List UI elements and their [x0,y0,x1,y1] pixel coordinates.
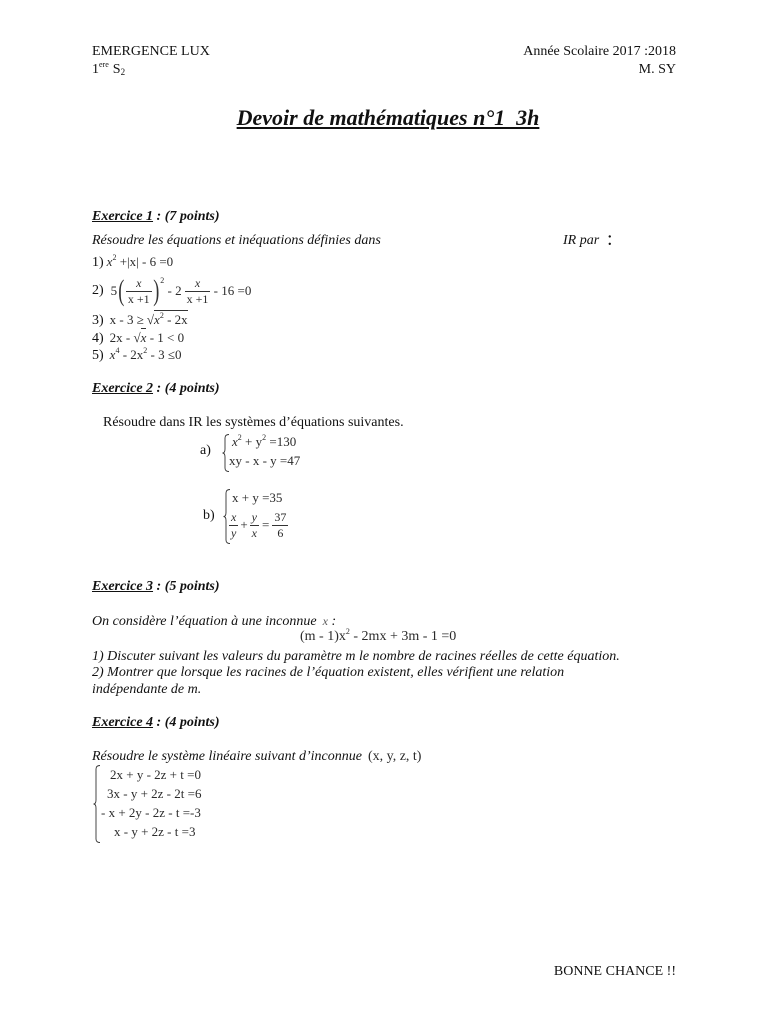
equation-1-expression [107,254,173,269]
equation-2-fraction-1 [126,277,152,306]
system-a-line-2 [229,453,300,470]
inequation-5-term-a: x [109,347,116,362]
plus-sign: + [240,517,248,532]
exercise3-intro [92,613,336,630]
inequation-3 [92,312,188,329]
exercise1-colon: : [607,228,613,250]
equation-2-right-paren: ) [152,273,159,308]
square-root-icon: √ [133,330,141,345]
inequation-4-expression [110,330,184,345]
class-number: 1 [92,62,99,77]
fraction-numerator: 37 [274,509,287,524]
exercise3-intro-text: On considère l’équation à une inconnue [92,614,317,629]
equation-term-b: - 2mx + 3m - 1 =0 [349,629,457,644]
fraction-numerator: x [185,277,211,292]
system-4-line-2-expression: 3x - y + 2z - 2t =6 [107,786,202,801]
system-4-line-4-expression: x - y + 2z - t =3 [114,824,196,839]
exercise2-title: Exercice 2 [92,381,154,396]
inequation-3-lhs: x - 3 ≥ [109,312,144,327]
exercise2-instruction: Résoudre dans IR les systèmes d’équations suivantes. [103,415,404,430]
inequation-3-expression [110,312,188,327]
fraction-denominator: y [231,525,237,540]
system-4-line-3-expression: - x + 2y - 2z - t =-3 [101,805,201,820]
fraction-37-over-6 [272,511,288,540]
exercise4-intro [92,749,421,765]
term-x: x [232,434,238,449]
school-name: EMERGENCE LUX [92,44,210,59]
exam-title: Devoir de mathématiques n°1 3h [236,105,540,130]
equation-2-exponent: 2 [160,276,165,285]
inequation-4-label: 4) [92,331,104,346]
exercise3-question-2-continued: indépendante de m. [92,682,202,697]
exercise3-variable: x [322,614,328,628]
inequation-4-lhs: 2x - [109,330,134,345]
inequation-3-radicand [154,310,188,327]
equation-1-exponent: 2 [112,253,117,262]
exercise2-points: : (4 points) [153,381,220,396]
system-a-line-1 [232,434,296,451]
fraction-denominator: x +1 [127,291,150,306]
class-level [92,62,125,78]
fraction-numerator: x [126,277,152,292]
inequation-4 [92,330,184,347]
exercise1-domain: IR par [563,233,600,248]
inequation-5 [92,347,182,364]
exercise4-heading [92,715,220,731]
system-4-line-2 [107,786,201,803]
system-a-label: a) [200,443,211,458]
system-a-line-1-expression [232,434,296,449]
inequation-3-label: 3) [92,313,104,328]
equation-2-middle: - 2 [164,283,182,298]
inequation-5-exponent-a: 4 [115,346,120,355]
equals-value: =130 [266,434,297,449]
equation-1-term-b: +|x| - 6 =0 [116,254,174,269]
fraction-x-over-y [229,511,238,540]
equals-sign: = [262,517,270,532]
term-y: + y [241,434,263,449]
system-b-line-1-expression: x + y =35 [232,490,283,505]
system-4-line-1 [110,767,201,784]
fraction-numerator: x [231,509,237,524]
system-b-line-1 [232,490,282,507]
exercise3-intro-colon: : [327,614,337,629]
inequation-5-label: 5) [92,348,104,363]
inequation-5-term-c: - 3 ≤0 [147,347,182,362]
equation-term-a: (m - 1)x [300,629,346,644]
exercise3-equation-expression [300,629,456,644]
exercise3-heading [92,579,220,595]
equation-1-label: 1) [92,255,104,270]
exercise3-equation [300,629,456,645]
fraction-denominator: 6 [277,525,284,540]
exercise1-heading [92,209,220,225]
exercise4-unknowns: (x, y, z, t) [367,749,422,764]
exercise3-question-2: 2) Montrer que lorsque les racines de l’équation existent, elles vérifient une relation [92,665,565,680]
exponent: 2 [262,433,267,442]
equation-2 [92,273,252,308]
teacher-name: M. SY [638,62,676,77]
equation-exponent: 2 [345,627,350,636]
exercise4-points: : (4 points) [153,715,220,730]
exercise1-points: : (7 points) [153,209,220,224]
fraction-denominator: x +1 [186,291,209,306]
equation-2-label: 2) [92,283,104,298]
equation-1-term-a: x [106,254,113,269]
exponent: 2 [237,433,242,442]
class-series-letter: S [112,62,121,77]
equation-2-rest: - 16 =0 [210,283,252,298]
class-ordinal-suffix: ere [99,60,109,69]
system-4-brace [93,765,101,843]
exercise1-instruction: Résoudre les équations et inéquations définies dans [92,233,381,248]
system-b-line-2 [229,507,288,543]
radicand-term-b: - 2x [163,312,188,327]
exercise2-heading [92,381,220,397]
inequation-5-exponent-b: 2 [143,346,148,355]
radicand-term-a: x [154,312,160,327]
fraction-y-over-x [250,511,259,540]
equation-1 [92,254,173,271]
exercise3-title: Exercice 3 [92,579,154,594]
closing-message: BONNE CHANCE !! [553,964,676,979]
inequation-5-expression [110,347,182,362]
exercise3-question-1: 1) Discuter suivant les valeurs du paramètre m le nombre de racines réelles de cette équation. [92,649,620,664]
inequation-4-radicand: x [140,330,147,345]
exercise3-points: : (5 points) [153,579,220,594]
inequation-4-rest: - 1 < 0 [146,330,185,345]
class-series-number: 2 [120,67,126,77]
system-4-line-4 [114,824,195,841]
system-4-line-3 [101,805,201,822]
square-root-icon: √ [146,312,155,327]
fraction-denominator: x [251,525,257,540]
equation-2-fraction-2 [185,277,211,306]
equation-2-left-paren: ( [118,273,125,308]
school-year: Année Scolaire 2017 :2018 [523,44,676,59]
inequation-5-term-b: - 2x [119,347,144,362]
system-4-line-1-expression: 2x + y - 2z + t =0 [110,767,201,782]
exercise4-title: Exercice 4 [92,715,154,730]
fraction-numerator: y [251,509,257,524]
system-a-line-2-expression: xy - x - y =47 [229,453,301,468]
exercise1-title: Exercice 1 [92,209,154,224]
equation-2-coefficient: 5 [110,283,118,298]
radicand-exponent: 2 [159,311,164,320]
system-b-label: b) [203,508,215,523]
exercise4-intro-text: Résoudre le système linéaire suivant d’inconnue [92,749,362,764]
